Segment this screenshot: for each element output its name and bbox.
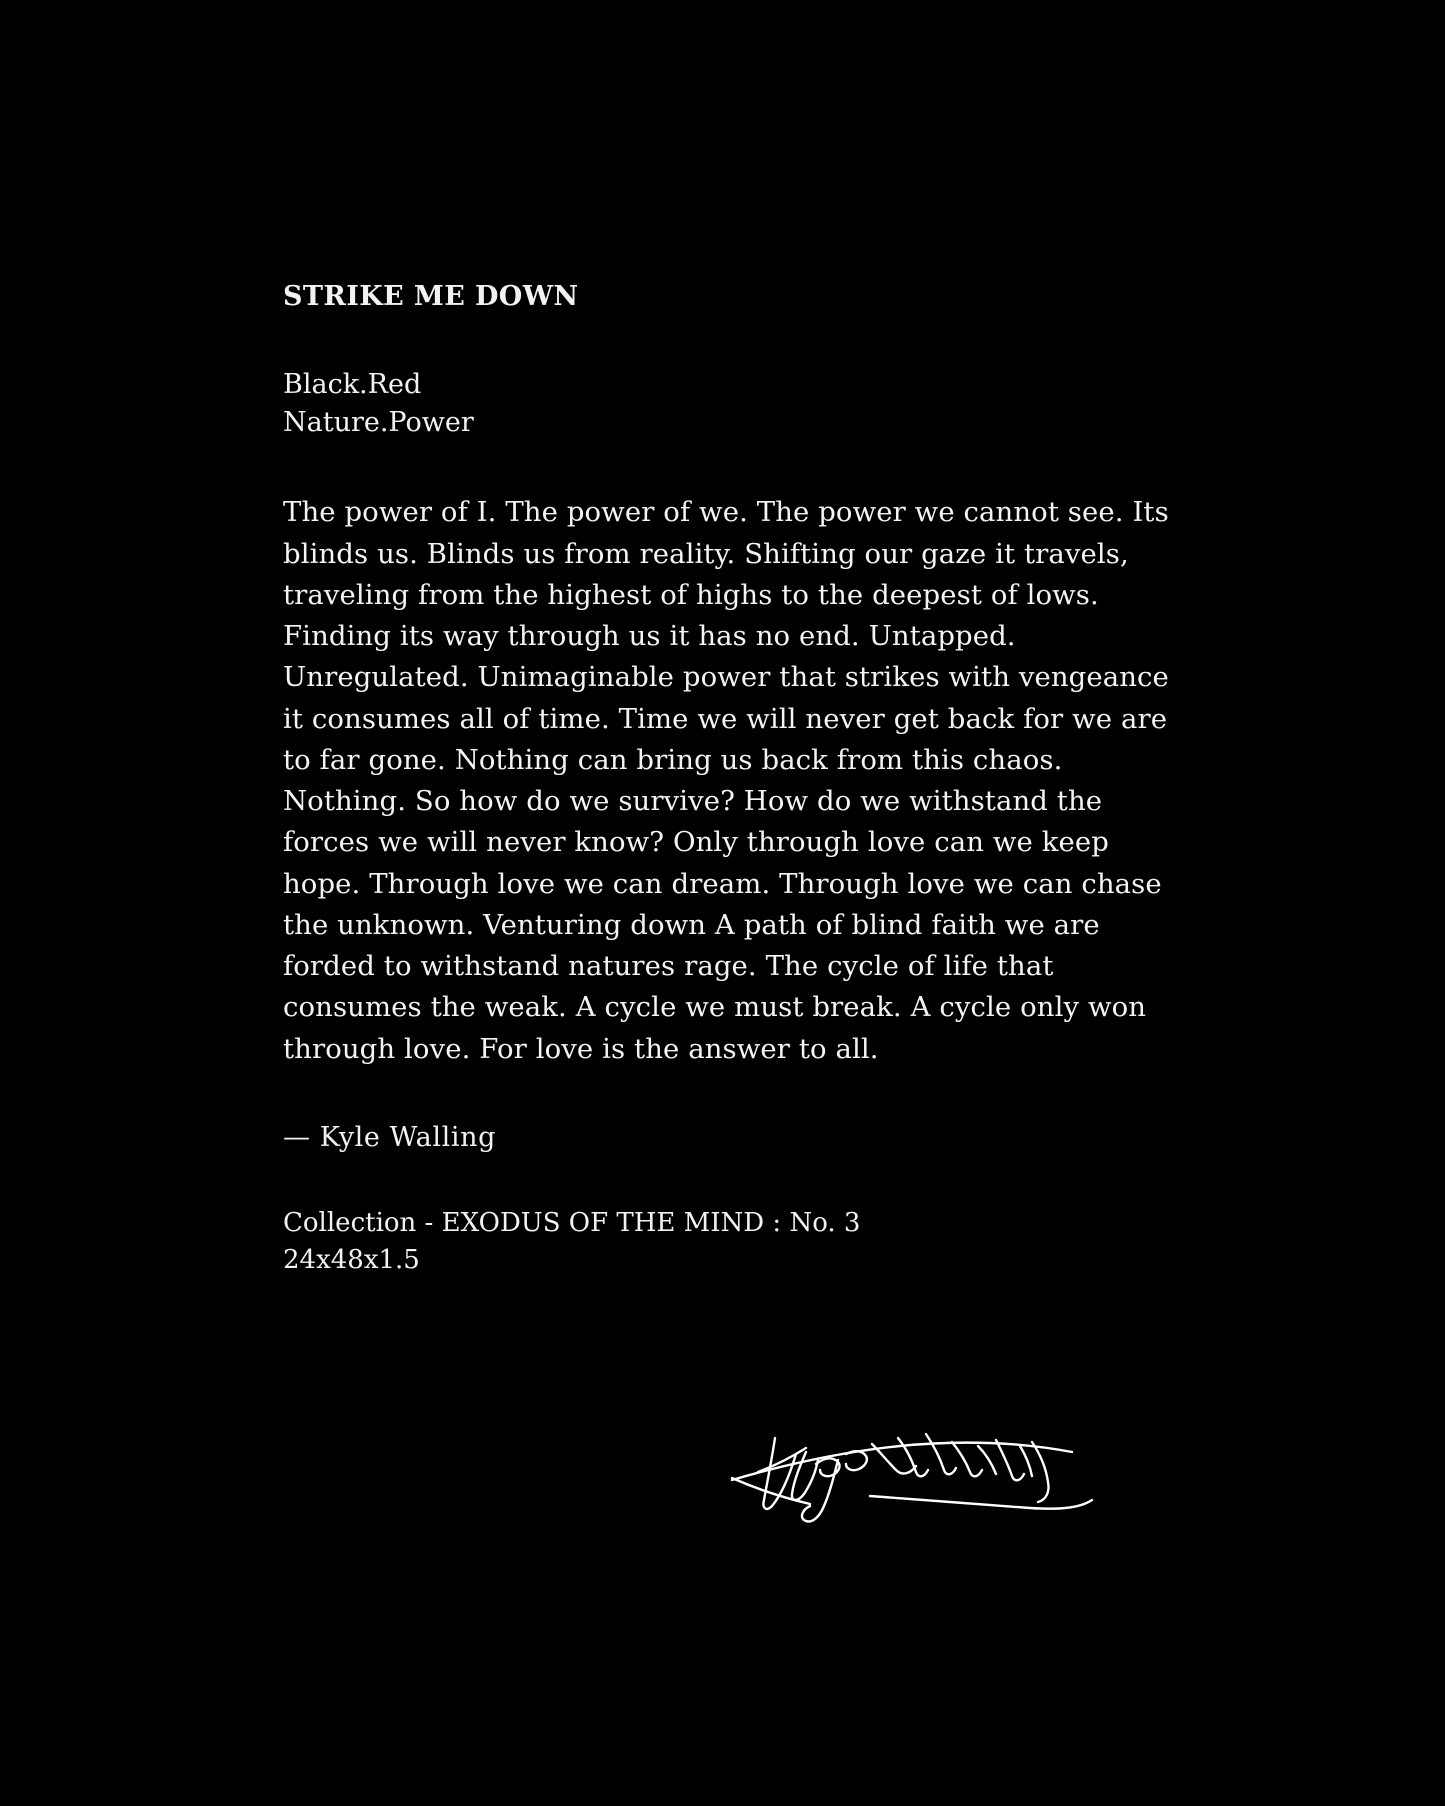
artist-statement-text: The power of I. The power of we. The power we cannot see. Its blinds us. Blinds us from reality. Shifting our gaze it travels, traveling from the highest of highs to the deepest of lows. Finding its way through us it has no end. Untapped. Unregulated. Unimaginable power that strikes with vengeance it consumes all of time. Time we will never get back for we are to far gone. Nothing can bring us back from this chaos. Nothing. So how do we survive? How do we withstand the forces we will never know? Only through love can we keep hope. Through love we can dream. Through love we can chase the unknown. Venturing down A path of blind faith we are forded to withstand natures rage. The cycle of life that consumes the weak. A cycle we must break. A cycle only won through love. For love is the answer to all.	[283, 496, 1169, 1065]
artwork-metadata	[283, 1205, 1183, 1279]
statement-content	[283, 280, 1183, 1279]
signature-image	[720, 1408, 1140, 1538]
tagline-block	[283, 366, 1183, 443]
author-credit: — Kyle Walling	[283, 1121, 496, 1153]
dimensions-label: 24x48x1.5	[283, 1244, 420, 1275]
tagline-line-2: Nature.Power	[283, 407, 474, 439]
collection-label: Collection - EXODUS OF THE MIND : No. 3	[283, 1207, 861, 1238]
tagline-line-1: Black.Red	[283, 368, 422, 400]
page-title: STRIKE ME DOWN	[283, 281, 579, 312]
